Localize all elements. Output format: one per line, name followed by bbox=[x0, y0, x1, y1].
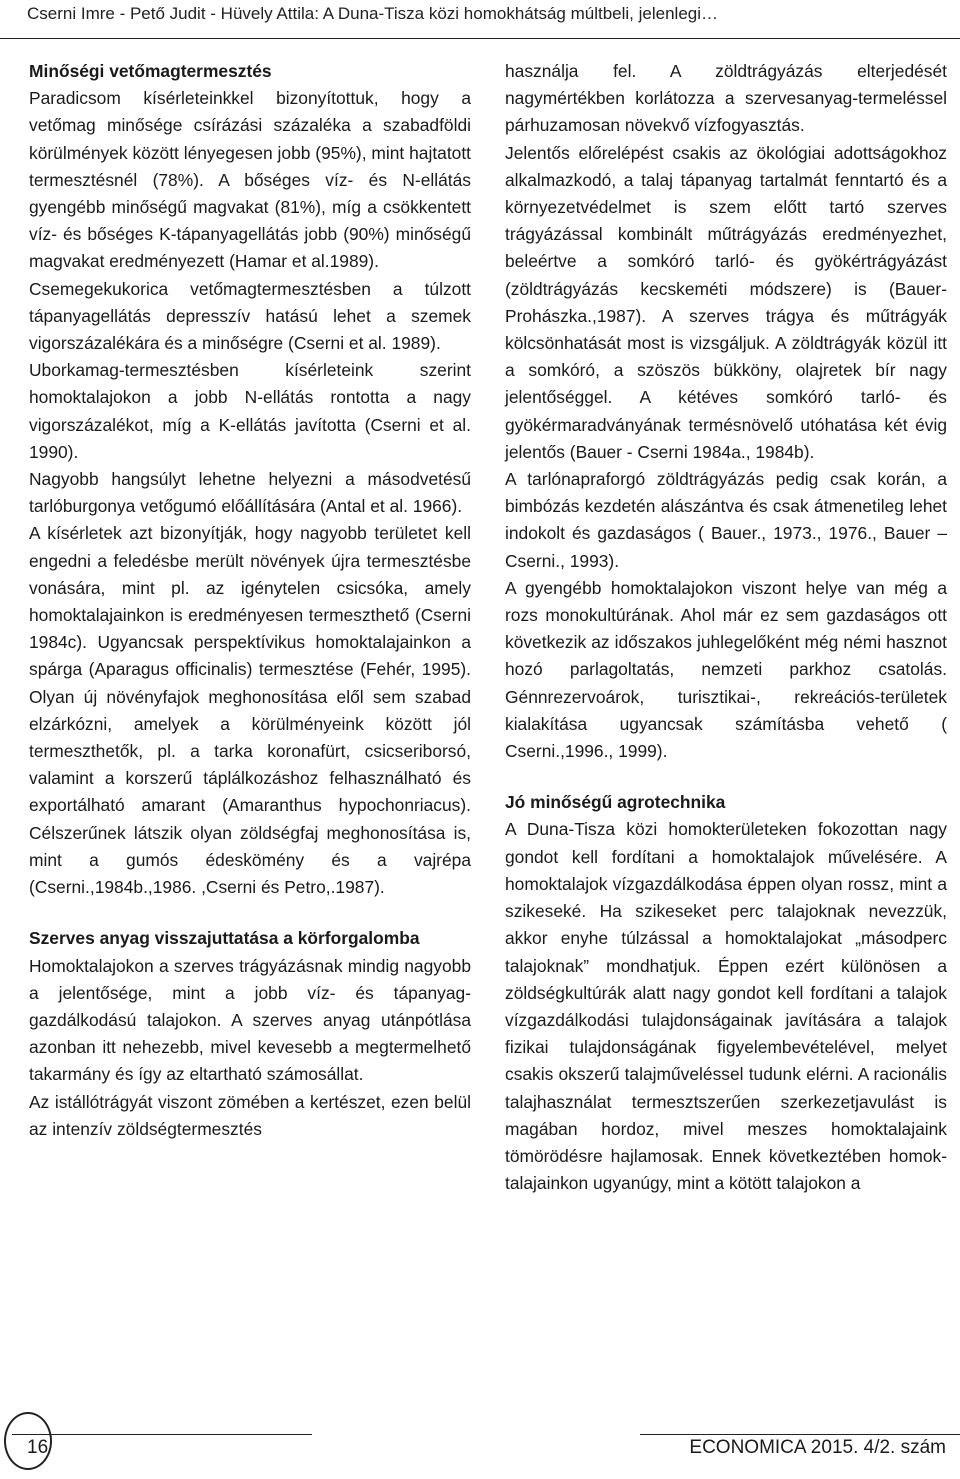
section-heading-agrotechnics: Jó minőségű agrotechnika bbox=[505, 792, 726, 813]
footer-rule-left bbox=[12, 1434, 312, 1435]
journal-citation: ECONOMICA 2015. 4/2. szám bbox=[689, 1437, 946, 1458]
paragraph: Uborkamag-termesztésben kísérleteink szerint homoktalajokon a jobb N-ellátás rontotta a nagy vigorszázalékot, míg a K-ellátás javította (Cserni et al. 1990). bbox=[29, 360, 471, 462]
header-rule bbox=[0, 38, 960, 39]
spacer bbox=[505, 765, 947, 789]
paragraph: Nagyobb hangsúlyt lehetne helyezni a másodvetésű tarlóburgonya vetőgumó előállítására (Antal et al. 1966). bbox=[29, 469, 471, 517]
paragraph: Homoktalajokon a szerves trágyázásnak mindig nagyobb a jelentősége, mint a jobb víz- és tápanyag-gazdálkodású talajokon. A szerves anyag utánpótlása azonban itt nehezebb, mivel kevesebb a megtermelhető takarmány és így az eltartható számosállat. bbox=[29, 955, 471, 1085]
paragraph: A Duna-Tisza közi homokterületeken fokozottan nagy gondot kell fordítani a homoktalajok művelésére. A homoktalajok vízgazdálkodása éppen olyan rossz, mint a szikeseké. Ha szikeseket perc talajoknak nevezzük, akkor enyhe túlzással a homoktalajokat „másodperc talajoknak” mondhatjuk. Éppen ezért különösen a zöldségkultúrák alatt nagy gondot kell fordítani a talajok vízgazdálkodási tulajdonságainak javítására a talajok fizikai tulajdonságának figyelembevételével, melyet csakis okszerű talajműveléssel tudunk elérni. A racionális talajhasználat termesztszerűen szerkezetjavulást is magában hordoz, mivel meszes homoktalajaink tömörödésre hajlamosak. Ennek következtében homok-talajainkon ugyanúgy, mint a kötött talajokon a bbox=[505, 819, 947, 1194]
paragraph: Paradicsom kísérleteinkkel bizonyítottuk, hogy a vetőmag minősége csírázási százaléka a szabadföldi körülmények között lényegesen jobb (95%), mint hajtatott termesztésnél (78%). A bőséges víz- és N-ellátás gyengébb minőségű magvakat (81%), míg a csökkentett víz- és bőséges K-tápanyagellátás jobb (90%) minőségű magvakat eredményezett (Hamar et al.1989). bbox=[29, 88, 471, 272]
paragraph: használja fel. A zöldtrágyázás elterjedését nagymértékben korlátozza a szervesanyag-termeléssel párhuzamosan növekvő vízfogyasztás. bbox=[505, 61, 947, 136]
paragraph: A kísérletek azt bizonyítják, hogy nagyobb területet kell engedni a feledésbe merült növények újra termesztésbe vonására, mint pl. az igénytelen csicsóka, amely homoktalajainkon is eredményesen termeszthető (Cserni 1984c). Ugyancsak perspektívikus homoktalajainkon a spárga (Aparagus officinalis) termesztése (Fehér, 1995). Olyan új növényfajok meghonosítása elől sem szabad elzárkózni, amelyek a körülményeink között jól termeszthetők, pl. a tarka koronafürt, csicseriborsó, valamint a korszerű táplálkozáshoz felhasználható és exportálható amarant (Amaranthus hypochonriacus). Célszerűnek látszik olyan zöldségfaj meghonosítása is, mint a gumós édeskömény és a vajrépa (Cserni.,1984b.,1986. ,Cserni és Petro,.1987). bbox=[29, 523, 471, 898]
page-number: 16 bbox=[27, 1437, 49, 1458]
spacer bbox=[29, 901, 471, 925]
paragraph: A tarlónapraforgó zöldtrágyázás pedig csak korán, a bimbózás kezdetén alászántva és csak átmenetileg lehet indokolt és gazdaságos ( Bauer., 1973., 1976., Bauer – Cserni., 1993). bbox=[505, 469, 947, 571]
section-heading-seed-production: Minőségi vetőmagtermesztés bbox=[29, 61, 272, 81]
footer-rule-right bbox=[640, 1434, 960, 1435]
left-column bbox=[29, 58, 471, 1143]
paragraph: Jelentős előrelépést csakis az ökológiai adottságokhoz alkalmazkodó, a talaj tápanyag tartalmát fenntartó és a környezetvédelmet is szem előtt tartó szerves trágyázással kombinált műtrágyázás eredményezhet, beleértve a somkóró tarló- és gyökértrágyázást (zöldtrágyázás kecskeméti módszere) is (Bauer-Prohászka.,1987). A szerves trágya és műtrágyák kölcsönhatását most is vizsgáljuk. A zöldtrágyák közül itt a somkóró, a szöszös bükköny, olajretek bír nagy jelentőséggel. A kétéves somkóró tarló- és gyökérmaradványának termésnövelő utóhatása két évig jelentős (Bauer - Cserni 1984a., 1984b). bbox=[505, 142, 947, 462]
paragraph: Csemegekukorica vetőmagtermesztésben a túlzott tápanyagellátás depresszív hatású lehet a szemek vigorszázalékára és a minőségre (Cserni et al. 1989). bbox=[29, 278, 471, 354]
right-column bbox=[505, 58, 947, 1197]
running-header: Cserni Imre - Pető Judit - Hüvely Attila: A Duna-Tisza közi homokhátság múltbeli, jelenlegi… bbox=[27, 4, 718, 23]
section-heading-organic-matter: Szerves anyag visszajuttatása a körforgalomba bbox=[29, 928, 420, 949]
paragraph: Az istállótrágyát viszont zömében a kertészet, ezen belül az intenzív zöldségtermesztés bbox=[29, 1091, 471, 1139]
paragraph: A gyengébb homoktalajokon viszont helye van még a rozs monokultúrának. Ahol már ez sem gazdaságos ott következik az időszakos juhlegelőként még némi hasznot hozó parlagoltatás, nemzeti parkhoz csatolás. Génnrezervoárok, turisztikai-, rekreációs-területek kialakítása ugyancsak számításba vehető ( Cserni.,1996., 1999). bbox=[505, 577, 947, 762]
